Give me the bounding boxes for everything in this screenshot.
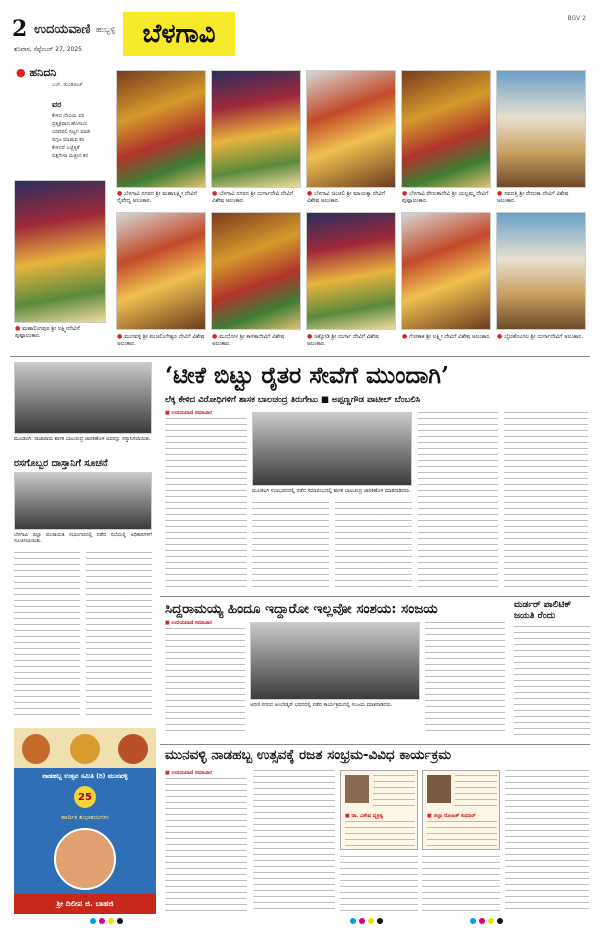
photo-caption: ● ಮುನವಳ್ಳಿ ಶ್ರೀ ಪಂಚಲಿಂಗೇಶ್ವರ ದೇವಿಗೆ ವಿಶೇಷ ಅಲಂಕಾರ. xyxy=(117,333,207,348)
box-byline: ■ ಜಿಲ್ಲಾ ರೋಹಿತ್ ಕುಮಾರ್ xyxy=(427,813,476,819)
poem-line: ಯಾರಿರಲಿ ಗಿಟ್ಟದ ಮಾಡಿ xyxy=(52,129,91,135)
deity-photo xyxy=(116,212,206,330)
news-photo xyxy=(250,622,420,700)
poem-title: ವರ xyxy=(52,100,62,109)
deity-photo xyxy=(306,70,396,188)
news-photo xyxy=(252,412,412,486)
photo-caption: ಮೂಡಲಗಿ ಸಭಾಭವನದಲ್ಲಿ ನಡೆದ ಸಮಾರಂಭದಲ್ಲಿ ಶಾಸಕ ಬಾಲಚಂದ್ರ ಜಾರಕಿಹೊಳಿ ಮಾತನಾಡಿದರು. xyxy=(252,488,411,494)
photo-caption: ● ಮಹಾಲಿಂಗಪುರ ಶ್ರೀ ಲಕ್ಷ್ಮೀದೇವಿಗೆ ಪುಷ್ಪಾಲಂಕಾರ. xyxy=(15,325,107,340)
hani-dani-byline: ಎಚ್. ಡುಂಡಿರಾಜ್ xyxy=(52,82,83,88)
photo-caption: ● ಬೆಳಗಾವಿ ನಗರದ ಶ್ರೀ ದುರ್ಗಾದೇವಿ ದೇವಿಗೆ ವಿಶೇಷ ಅಲಂಕಾರ. xyxy=(212,190,302,205)
photo-caption: ● ಮುಧೋಳ ಶ್ರೀ ಕಾಳಿಕಾದೇವಿಗೆ ವಿಶೇಷ ಅಲಂಕಾರ. xyxy=(212,333,302,348)
poem-body xyxy=(52,112,104,160)
advertisement xyxy=(14,728,156,914)
photo-caption: ● ಸವದತ್ತಿ ಶ್ರೀ ರೇಣುಕಾ ದೇವಿಗೆ ವಿಶೇಷ ಅಲಂಕಾರ. xyxy=(497,190,587,205)
photo-caption: ಅಥಣಿ ನಗರದ ಅಂಬೇಡ್ಕರ್ ಭವನದಲ್ಲಿ ನಡೆದ ಕಾರ್ಯಕ್ರಮದಲ್ಲಿ ಸಂಜಯ ಮಾತನಾಡಿದರು. xyxy=(250,702,393,708)
article-text xyxy=(252,502,329,590)
divider xyxy=(160,744,590,745)
deity-photo xyxy=(496,70,586,188)
hani-dani-logo: ● ಹನಿದನಿ xyxy=(16,66,57,79)
registration-marks xyxy=(350,918,383,924)
article-text xyxy=(86,552,152,720)
article-text xyxy=(514,626,590,736)
deity-photo xyxy=(211,70,301,188)
poem-line: ಕೇಳಿದ ದೇವಿಯ ವರ xyxy=(52,113,85,119)
article-text xyxy=(418,412,498,590)
article-text xyxy=(340,856,418,914)
photo-caption: ● ಚಿಕ್ಕೋಡಿ ಶ್ರೀ ದುರ್ಗಾ ದೇವಿಗೆ ವಿಶೇಷ ಅಲಂಕಾರ. xyxy=(307,333,397,348)
portrait xyxy=(22,734,50,764)
deity-photo xyxy=(116,70,206,188)
box-byline: ■ ಡಾ. ವಿಶೇಷ ವ್ಯಕ್ತಿತ್ವ xyxy=(345,813,384,819)
side-headline: ಮರ್ಡರ್ ಪಾಲಿಟಿಕ್ ಜಯತಿ ರೆಂದು xyxy=(514,600,572,621)
registration-marks xyxy=(470,918,503,924)
divider xyxy=(10,356,590,357)
deity-photo xyxy=(211,212,301,330)
deity-photo xyxy=(306,212,396,330)
issue-date: ಶನಿವಾರ, ಸೆಪ್ಟೆಂಬರ್ 27, 2025 xyxy=(14,46,82,53)
bottom-headline: ಮುನವಳ್ಳಿ ನಾಡಹಬ್ಬ ಉತ್ಸವಕ್ಕೆ ರಜತ ಸಂಭ್ರಮ-ವಿವಿಧ ಕಾರ್ಯಕ್ರಮ xyxy=(165,747,452,763)
portrait xyxy=(427,775,451,803)
deity-photo xyxy=(496,212,586,330)
page-number: 2 xyxy=(12,16,28,42)
main-subheadline: ಲೆಕ್ಕ ಕೇಳಿದ ವಿರೋಧಿಗಳಿಗೆ ಶಾಸಕ ಬಾಲಚಂದ್ರ ತಿರುಗೇಟು ■ ಅಪ್ಪಣ್ಣಗೌಡ ಪಾಟೀಲ್ ಬೆಂಬಲಿಸಿ xyxy=(165,395,421,405)
masthead xyxy=(0,0,600,62)
main-headline: ‘ಟೀಕೆ ಬಿಟ್ಟು ರೈತರ ಸೇವೆಗೆ ಮುಂದಾಗಿ’ xyxy=(165,362,449,389)
byline: ■ ಉದಯವಾಣಿ ಸಮಾಚಾರ xyxy=(165,620,212,626)
article-text xyxy=(165,778,247,914)
portrait xyxy=(345,775,369,803)
edition-code: BGV 2 xyxy=(567,15,586,22)
article-text xyxy=(425,622,505,736)
ad-name: ಶ್ರೀ ದಿಲೀಪ ಜಿ. ಬಾಹಜಿ xyxy=(14,894,156,914)
second-headline: ಸಿದ್ದರಾಮಯ್ಯ ಹಿಂದೂ ಇದ್ದಾರೋ ಇಲ್ಲವೋ ಸಂಶಯ: ಸಂಜಯ xyxy=(165,601,438,617)
anniversary-badge: 25 xyxy=(74,786,96,808)
brand-suffix: ಹುಬ್ಬಳ್ಳಿ xyxy=(96,25,116,34)
article-text xyxy=(335,502,412,590)
deity-photo xyxy=(14,180,106,323)
poem-line: ಪ್ರತ್ಯಕ್ಷವಾದ ಹೊಸಬರ xyxy=(52,121,87,127)
poem-line: ಕೇಳಿದರೆ ಎಚ್ಚೆತ್ತಿತೆ xyxy=(52,145,80,151)
article-text xyxy=(504,412,588,590)
photo-caption: ಮೂಡಲಗಿ: ರಾಜಾರಾಮ ಶಾಸಕ ಬಾಲಚಂದ್ರ ಜಾರಕಿಹೊಳಿ ಅವರನ್ನು ಸನ್ಮಾನಿಸಲಾಯಿತು. xyxy=(14,436,152,442)
news-photo xyxy=(14,472,152,530)
article-text xyxy=(165,628,245,736)
photo-caption: ● ಬೈಲಹೊಂಗಲ ಶ್ರೀ ದುರ್ಗಾದೇವಿಗೆ ಅಲಂಕಾರ. xyxy=(497,333,587,341)
registration-marks xyxy=(90,918,123,924)
article-text xyxy=(165,418,247,590)
info-box xyxy=(422,770,500,850)
article-text xyxy=(253,770,335,914)
article-text xyxy=(422,856,500,914)
photo-caption: ಬೆಳಗಾವಿ ಜಿಲ್ಲಾ ಪಂಚಾಯತಿ ಸಭಾಂಗಣದಲ್ಲಿ ನಡೆದ ಸಭೆಯಲ್ಲಿ ಅಧಿಕಾರಿಗಳಿಗೆ ಸೂಚಿಸಲಾಯಿತು. xyxy=(14,532,152,545)
portrait xyxy=(118,734,148,764)
byline: ■ ಉದಯವಾಣಿ ಸಮಾಚಾರ xyxy=(165,770,212,776)
brand-name: ಉದಯವಾಣಿ xyxy=(34,22,91,37)
portrait xyxy=(70,734,100,764)
ad-title: ನಾಡಹಬ್ಬ ಉತ್ಸವ ಸಮಿತಿ (ರಿ) ಮುನವಳ್ಳಿ xyxy=(42,772,128,780)
photo-caption: ● ಗೋಕಾಕ ಶ್ರೀ ಲಕ್ಷ್ಮೀ ದೇವಿಗೆ ವಿಶೇಷ ಅಲಂಕಾರ. xyxy=(402,333,492,341)
ad-tagline: ಹಾರ್ದಿಕ ಶುಭಾಶಯಗಳು xyxy=(61,814,109,821)
city-banner: ಬೆಳಗಾವಿ xyxy=(123,12,235,56)
photo-caption: ● ಬೆಳಗಾವಿ ನಗರದ ಶ್ರೀ ಮಹಾಲಕ್ಷ್ಮೀ ದೇವಿಗೆ ನೈವೇದ್ಯ ಅಲಂಕಾರ. xyxy=(117,190,207,205)
news-photo xyxy=(14,362,152,434)
poem-line: ಪತ್ನಿಗೇಳಾ ಮತ್ತೀದ ಕರ xyxy=(52,153,88,159)
article-text xyxy=(505,770,589,914)
divider xyxy=(160,596,590,597)
photo-caption: ● ಬೆಳಗಾವಿ ರೇಣುಕಾದೇವಿ ಶ್ರೀ ಯಲ್ಲಮ್ಮ ದೇವಿಗೆ ಪುಷ್ಪಾಲಂಕಾರ. xyxy=(402,190,492,205)
section-headline: ರಸಗೊಬ್ಬರ ದಾಸ್ತಾನಿಗೆ ಸೂಚನೆ xyxy=(14,458,108,469)
byline: ■ ಉದಯವಾಣಿ ಸಮಾಚಾರ xyxy=(165,410,212,416)
drop-icon: ● xyxy=(16,66,26,79)
info-box xyxy=(340,770,418,850)
deity-photo xyxy=(401,70,491,188)
deity-photo xyxy=(401,212,491,330)
photo-caption: ● ಬೆಳಗಾವಿ ಚಿಂಚಲಿ ಶ್ರೀ ಮಾಯಕ್ಕಾ ದೇವಿಗೆ ವಿಶೇಷ ಅಲಂಕಾರ. xyxy=(307,190,397,205)
article-text xyxy=(14,552,80,720)
portrait xyxy=(54,828,116,890)
poem-line: ದಿಗ್ಗಜ ಮಾಡುವ ಕರ xyxy=(52,137,85,143)
